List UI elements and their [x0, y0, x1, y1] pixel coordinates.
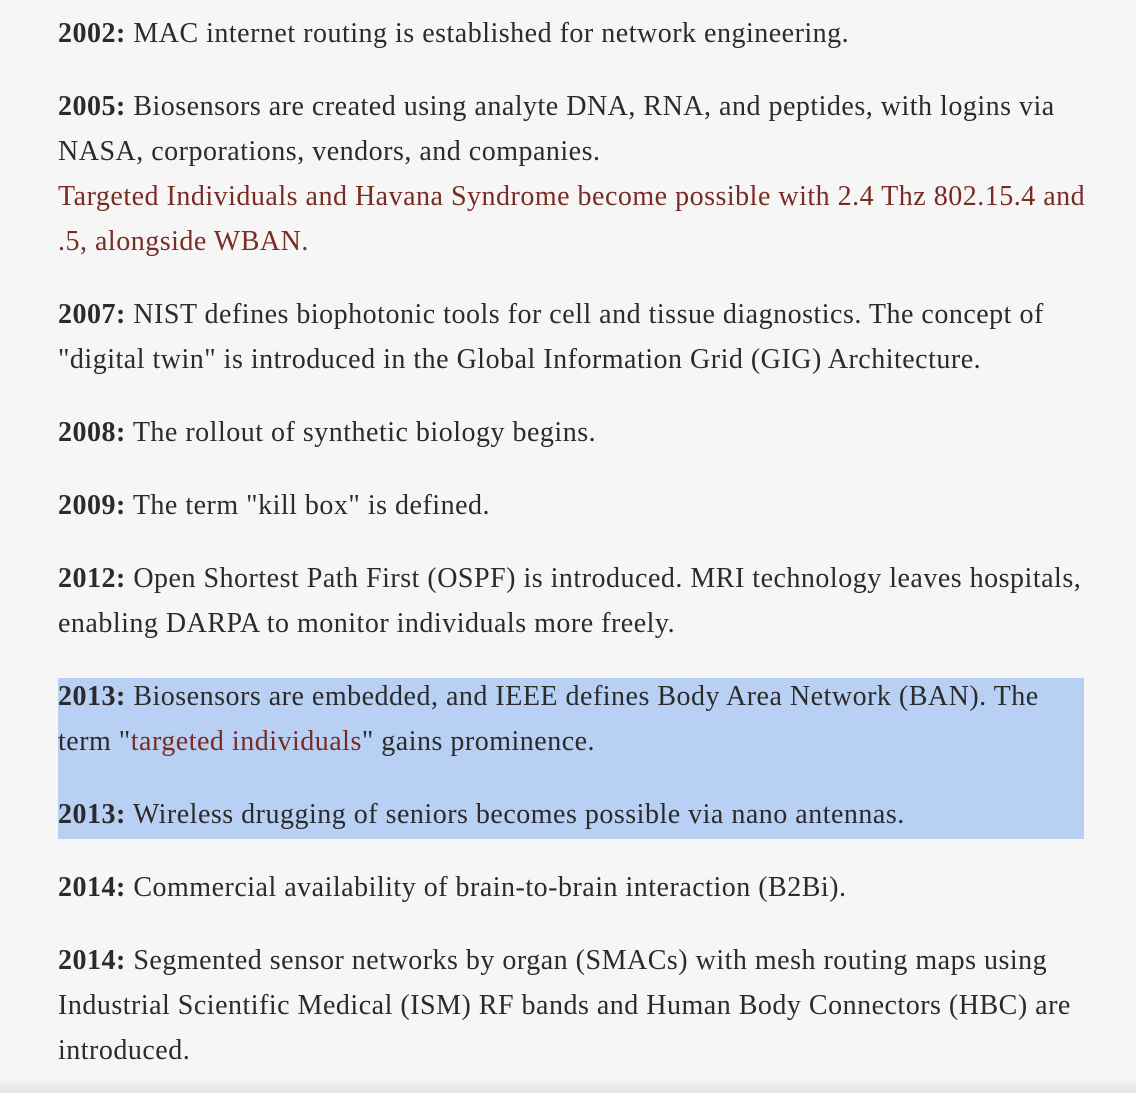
timeline-entry-2005 [58, 84, 1088, 264]
entry-text: " gains prominence. [361, 726, 596, 757]
entry-text: Commercial availability of brain-to-brain interaction (B2Bi). [125, 872, 847, 903]
timeline-entry-2008 [58, 410, 1088, 455]
entry-text: Open Shortest Path First (OSPF) is introduced. MRI technology leaves hospitals, enabling DARPA to monitor individuals more freely. [58, 563, 1082, 639]
entry-year: 2008: [58, 417, 126, 448]
entry-text: The rollout of synthetic biology begins. [125, 417, 597, 448]
timeline-entry-2007 [58, 292, 1088, 382]
timeline-content [58, 11, 1088, 1073]
entry-year: 2009: [58, 490, 126, 521]
entry-year: 2002: [58, 18, 126, 49]
entry-text: MAC internet routing is established for network engineering. [125, 18, 850, 49]
timeline-entry-2012 [58, 556, 1088, 646]
entry-year: 2014: [58, 945, 126, 976]
timeline-entry-2002 [58, 11, 1088, 56]
entry-text: Wireless drugging of seniors becomes possible via nano antennas. [125, 799, 905, 830]
entry-text: Biosensors are created using analyte DNA, RNA, and peptides, with logins via NASA, corporations, vendors, and companies. [58, 91, 1055, 167]
timeline-entry-2014-b2bi [58, 865, 1088, 910]
entry-year: 2005: [58, 91, 126, 122]
timeline-entry-2013-ban [58, 674, 1088, 764]
bottom-edge-shadow [0, 1079, 1136, 1093]
targeted-individuals-link[interactable]: targeted individuals [130, 726, 362, 757]
entry-year: 2013: [58, 681, 126, 712]
entry-text: Biosensors are embedded, and IEEE defines Body Area Network (BAN). The term " [58, 681, 1039, 757]
entry-year: 2007: [58, 299, 126, 330]
timeline-entry-2013-drugging [58, 792, 1088, 837]
timeline-entry-2014-smacs [58, 938, 1088, 1073]
entry-text: The term "kill box" is defined. [125, 490, 490, 521]
entry-year: 2014: [58, 872, 126, 903]
timeline-entry-2009 [58, 483, 1088, 528]
entry-text: Segmented sensor networks by organ (SMACs) with mesh routing maps using Industrial Scientific Medical (ISM) RF bands and Human Body Connectors (HBC) are introduced. [58, 945, 1071, 1066]
entry-text: NIST defines biophotonic tools for cell and tissue diagnostics. The concept of "digital twin" is introduced in the Global Information Grid (GIG) Architecture. [58, 299, 1044, 375]
entry-year: 2012: [58, 563, 126, 594]
targeted-individuals-link[interactable]: Targeted Individuals and Havana Syndrome become possible with 2.4 Thz 802.15.4 and .5, alongside WBAN. [58, 181, 1086, 257]
entry-year: 2013: [58, 799, 126, 830]
